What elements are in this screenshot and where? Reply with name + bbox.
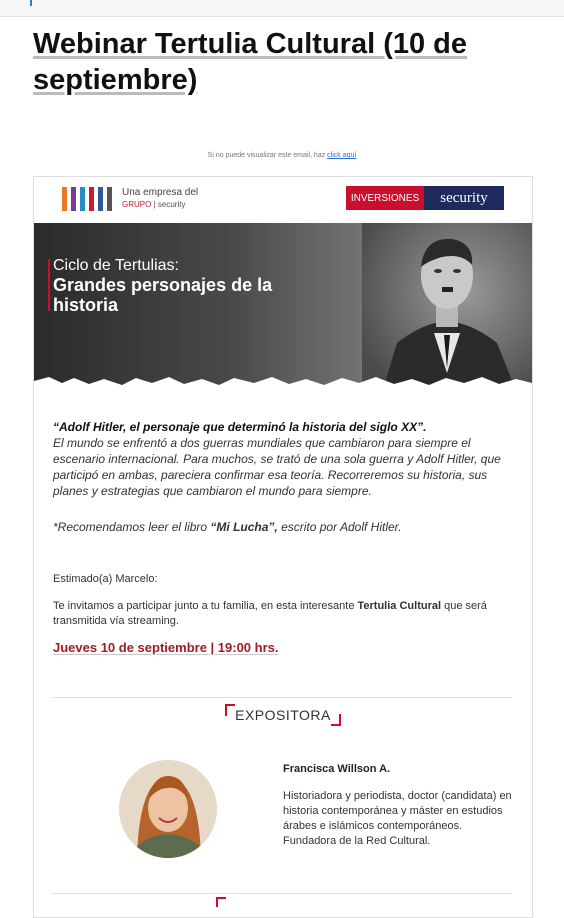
portrait-image [362, 223, 532, 393]
recommend-prefix: *Recomendamos leer el libro [53, 520, 211, 534]
group-logo-brand: security [157, 200, 186, 209]
invite-prefix: Te invitamos a participar junto a tu familia, en esta interesante [53, 600, 358, 612]
page-title: Webinar Tertulia Cultural (10 de septiembre) [33, 28, 468, 96]
view-in-browser-link[interactable]: click aquí [327, 152, 357, 159]
inversiones-security-logo [346, 186, 504, 210]
invitation-text [53, 599, 513, 629]
bracket-corner-icon [331, 714, 341, 726]
bracket-corner-icon [216, 897, 226, 907]
heading-frame [225, 704, 341, 726]
logo-bars-icon [62, 187, 122, 211]
banner-title: Grandes personajes de la historia [53, 275, 273, 315]
logo-bar [107, 187, 112, 211]
logo-bar [98, 187, 103, 211]
bracket-corner-icon [225, 704, 235, 716]
tab-indicator [30, 0, 32, 6]
torn-edge-decoration [34, 371, 532, 393]
speaker-portrait-image [119, 760, 217, 858]
security-label: security [424, 186, 504, 210]
logo-bar [71, 187, 76, 211]
recommend-suffix: escrito por Adolf Hitler. [277, 520, 402, 534]
speaker-section-heading [34, 704, 532, 726]
book-recommendation [53, 519, 513, 535]
banner-accent-bar [48, 259, 50, 311]
event-datetime: Jueves 10 de septiembre | 19:00 hrs. [53, 640, 279, 655]
hero-banner [34, 223, 532, 393]
logo-bar [89, 187, 94, 211]
view-in-browser-notice [0, 152, 564, 159]
group-logo-text [122, 187, 232, 211]
section-divider [52, 893, 512, 894]
quote-title: “Adolf Hitler, el personaje que determinó la historia del siglo XX”. [53, 420, 427, 434]
section-divider [52, 697, 512, 698]
browser-top-bar [0, 0, 564, 17]
banner-subtitle: Ciclo de Tertulias: [53, 257, 179, 274]
section-title: EXPOSITORA [235, 707, 331, 723]
logo-bar [80, 187, 85, 211]
invite-suffix: que será transmitida vía streaming. [53, 600, 487, 627]
inversiones-label: INVERSIONES [346, 186, 424, 210]
speaker-name: Francisca Willson A. [283, 763, 391, 775]
logo-bar [62, 187, 67, 211]
greeting: Estimado(a) Marcelo: [53, 573, 158, 585]
speaker-avatar [119, 760, 217, 858]
intro-text [53, 419, 513, 499]
view-notice-text: Si no puede visualizar este email, haz [207, 152, 326, 159]
recommend-book: “Mi Lucha”, [210, 520, 278, 534]
group-logo-prefix: GRUPO [122, 200, 152, 209]
invite-bold: Tertulia Cultural [357, 600, 442, 612]
group-logo-line1: Una empresa del [122, 187, 199, 198]
quote-body: El mundo se enfrentó a dos guerras mundiales que cambiaron para siempre el escenario internacional. Para muchos, se trató de una sola guerra y Adolf Hitler, que participó en ambas, pareciera confirmar esa teoría. Recorreremos su historia, sus planes y estrategias que cambiaron el mundo para siempre. [53, 436, 501, 498]
email-body [33, 176, 533, 918]
group-logo-line2: GRUPO | security [122, 200, 186, 209]
speaker-bio: Historiadora y periodista, doctor (candidata) en historia contemporánea y máster en estudios árabes e islámicos contemporáneos. Fundadora de la Red Cultural. [283, 790, 512, 847]
